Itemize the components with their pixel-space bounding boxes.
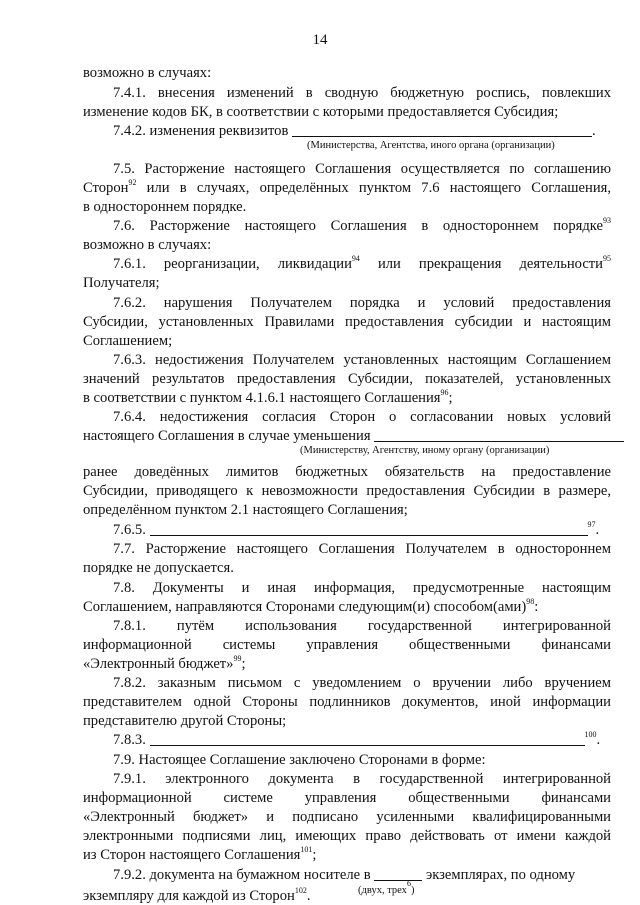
text-line: экземпляру для каждой из Сторон$^{102}$.: [83, 886, 311, 904]
text-line: ранее доведённых лимитов бюджетных обязательств на предоставление: [83, 464, 611, 480]
text-line: 7.5. Расторжение настоящего Соглашения осуществляется по соглашению: [113, 161, 611, 177]
text-line: изменение кодов БК, в соответствии с которыми предоставляется Субсидия;: [83, 104, 559, 120]
text-line: в одностороннем порядке.: [83, 199, 247, 215]
blank-line: [374, 428, 624, 442]
footnote-ref: 94: [351, 254, 360, 263]
text-line: 7.8.3. $^{100}$.: [113, 730, 601, 748]
text-line: информационной системы управления общественными финансами: [83, 637, 611, 653]
text-line: возможно в случаях:: [83, 237, 212, 253]
footnote-ref: 100: [584, 730, 597, 739]
text-line: информационной системе управления общественными финансами: [83, 790, 611, 806]
text-line: 7.6.1. реорганизации, ликвидации$^{94}$ или прекращения деятельности$^{95}$: [113, 254, 611, 272]
text-line: представителем одной Стороны подлинников документов, иной информации: [83, 694, 611, 710]
text-line: электронными подписями лиц, имеющих право действовать от имени каждой: [83, 828, 611, 844]
text-line: 7.9.1. электронного документа в государственной интегрированной: [113, 771, 611, 787]
text-line: порядке не допускается.: [83, 560, 234, 576]
blank-line: [150, 522, 588, 536]
field-caption: (Министерству, Агентству, иному органу (организации): [300, 445, 550, 456]
field-caption: (двух, трех$^6$): [358, 879, 415, 896]
text-line: определённом пунктом 2.1 настоящего Соглашения;: [83, 502, 408, 518]
text-line: Получателя;: [83, 275, 160, 291]
footnote-ref: 93: [603, 216, 611, 225]
text-line: 7.6.3. недостижения Получателем установленных настоящим Соглашением: [113, 352, 611, 368]
text-line: Соглашением, направляются Сторонами следующим(и) способом(ами)$^{98}$:: [83, 597, 539, 615]
text-line: 7.6.5. $^{97}$.: [113, 520, 600, 538]
text-line: 7.4.2. изменения реквизитов .: [113, 123, 596, 139]
footnote-ref: 99: [233, 654, 242, 663]
text-line: 7.9.2. документа на бумажном носителе в экземплярах, по одному: [113, 867, 576, 883]
text-line: «Электронный бюджет»$^{99}$;: [83, 654, 246, 672]
text-line: Сторон$^{92}$ или в случаях, определённых пунктом 7.6 настоящего Соглашения,: [83, 178, 611, 196]
footnote-ref: 102: [294, 886, 307, 895]
blank-line: [292, 123, 592, 137]
text-line: 7.6.4. недостижения согласия Сторон о согласовании новых условий: [113, 409, 611, 425]
text-line: Соглашением;: [83, 333, 173, 349]
text-line: 7.9. Настоящее Соглашение заключено Сторонами в форме:: [113, 752, 486, 768]
footnote-ref: 98: [526, 597, 535, 606]
footnote-ref: 92: [128, 178, 137, 187]
footnote-ref: 101: [300, 845, 313, 854]
text-line: «Электронный бюджет» и подписано усиленными квалифицированными: [83, 809, 611, 825]
text-line: 7.8.1. путём использования государственной интегрированной: [113, 618, 611, 634]
text-line: 7.6. Расторжение настоящего Соглашения в одностороннем порядке$^{93}$: [113, 216, 611, 234]
text-line: представителю другой Стороны;: [83, 713, 287, 729]
text-line: 7.4.1. внесения изменений в сводную бюджетную роспись, повлекших: [113, 85, 611, 101]
text-line: настоящего Соглашения в случае уменьшения: [83, 427, 611, 446]
text-line: 7.6.2. нарушения Получателем порядка и условий предоставления: [113, 295, 611, 311]
text-line: 7.7. Расторжение настоящего Соглашения Получателем в одностороннем: [113, 541, 611, 557]
footnote-ref: 97: [587, 520, 596, 529]
text-line: из Сторон настоящего Соглашения$^{101}$;: [83, 845, 317, 863]
text-line: 7.8. Документы и иная информация, предусмотренные настоящим: [113, 580, 611, 596]
footnote-ref: 95: [603, 254, 611, 263]
text-line: Субсидии, установленных Правилами предоставления субсидии и настоящим: [83, 314, 611, 330]
text-line: в соответствии с пунктом 4.1.6.1 настоящего Соглашения$^{96}$;: [83, 388, 453, 406]
blank-line: [374, 867, 422, 881]
text-line: возможно в случаях:: [83, 65, 212, 81]
field-caption: (Министерства, Агентства, иного органа (организации): [307, 140, 555, 151]
page-number: 14: [312, 32, 328, 48]
blank-line: [150, 732, 585, 746]
text-line: значений результатов предоставления Субсидии, показателей, установленных: [83, 371, 611, 387]
text-line: 7.8.2. заказным письмом с уведомлением о вручении либо вручением: [113, 675, 611, 691]
footnote-ref: 96: [440, 388, 449, 397]
text-line: Субсидии, приводящего к невозможности предоставления Субсидии в размере,: [83, 483, 611, 499]
